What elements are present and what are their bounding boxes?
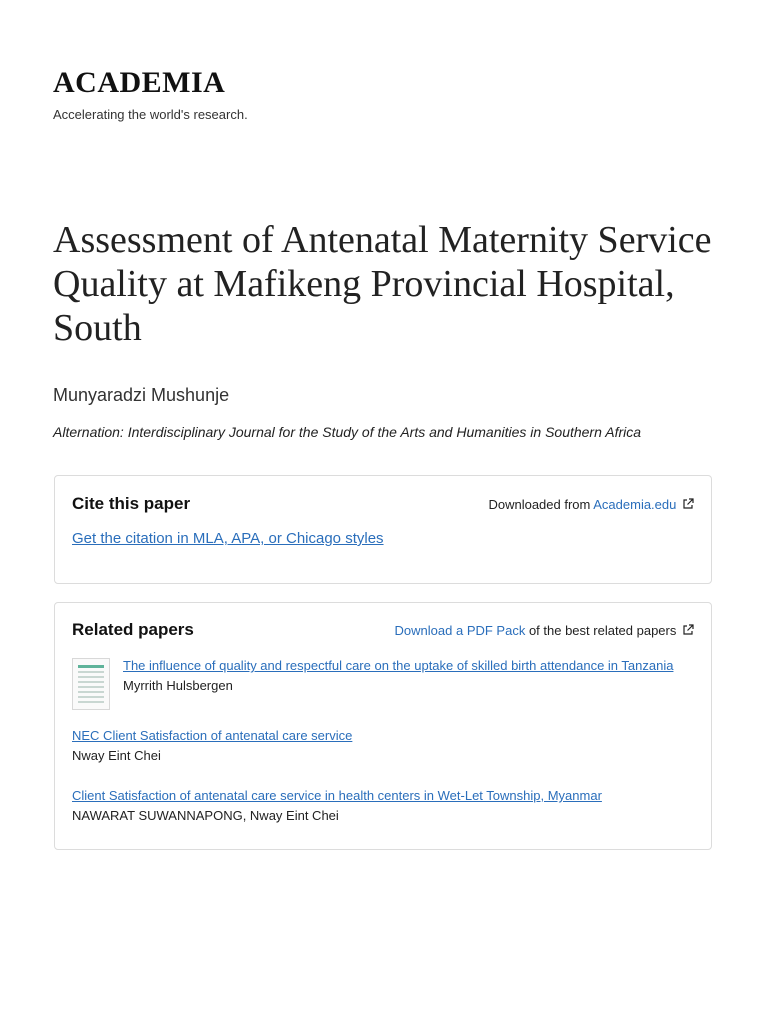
paper-author: Munyaradzi Mushunje <box>53 385 230 405</box>
related-paper-authors: Myrrith Hulsbergen <box>123 678 233 693</box>
get-citation-link[interactable]: Get the citation in MLA, APA, or Chicago styles <box>72 530 384 547</box>
external-link-icon[interactable] <box>682 624 694 636</box>
pdf-pack-note <box>395 623 694 638</box>
related-paper-title[interactable]: NEC Client Satisfaction of antenatal care service <box>72 728 353 743</box>
related-paper-authors: Nway Eint Chei <box>72 748 161 763</box>
paper-journal: Alternation: Interdisciplinary Journal for the Study of the Arts and Humanities in Southern Africa <box>53 424 642 440</box>
academia-edu-link[interactable]: Academia.edu <box>593 497 677 512</box>
related-paper-item <box>72 788 694 823</box>
related-paper-item <box>72 658 694 710</box>
related-paper-title[interactable]: The influence of quality and respectful care on the uptake of skilled birth attendance in Tanzania <box>123 658 674 673</box>
downloaded-from <box>488 497 694 512</box>
related-paper-title[interactable]: Client Satisfaction of antenatal care service in health centers in Wet-Let Township, Myanmar <box>72 788 602 803</box>
academia-logo[interactable]: ACADEMIA <box>53 66 226 99</box>
related-heading: Related papers <box>72 620 194 639</box>
cite-card <box>54 475 712 584</box>
downloaded-prefix: Downloaded from <box>488 497 594 512</box>
external-link-icon[interactable] <box>682 498 694 510</box>
tagline: Accelerating the world's research. <box>53 107 248 122</box>
download-pdf-pack-link[interactable]: Download a PDF Pack <box>394 623 526 638</box>
paper-title: Assessment of Antenatal Maternity Service Quality at Mafikeng Provincial Hospital, South <box>53 219 712 349</box>
related-papers-card <box>54 602 712 850</box>
cite-heading: Cite this paper <box>72 494 191 513</box>
document-thumbnail-icon[interactable] <box>72 658 110 710</box>
pdf-pack-suffix: of the best related papers <box>525 623 677 638</box>
related-paper-item <box>72 728 694 763</box>
related-paper-authors: NAWARAT SUWANNAPONG, Nway Eint Chei <box>72 808 339 823</box>
